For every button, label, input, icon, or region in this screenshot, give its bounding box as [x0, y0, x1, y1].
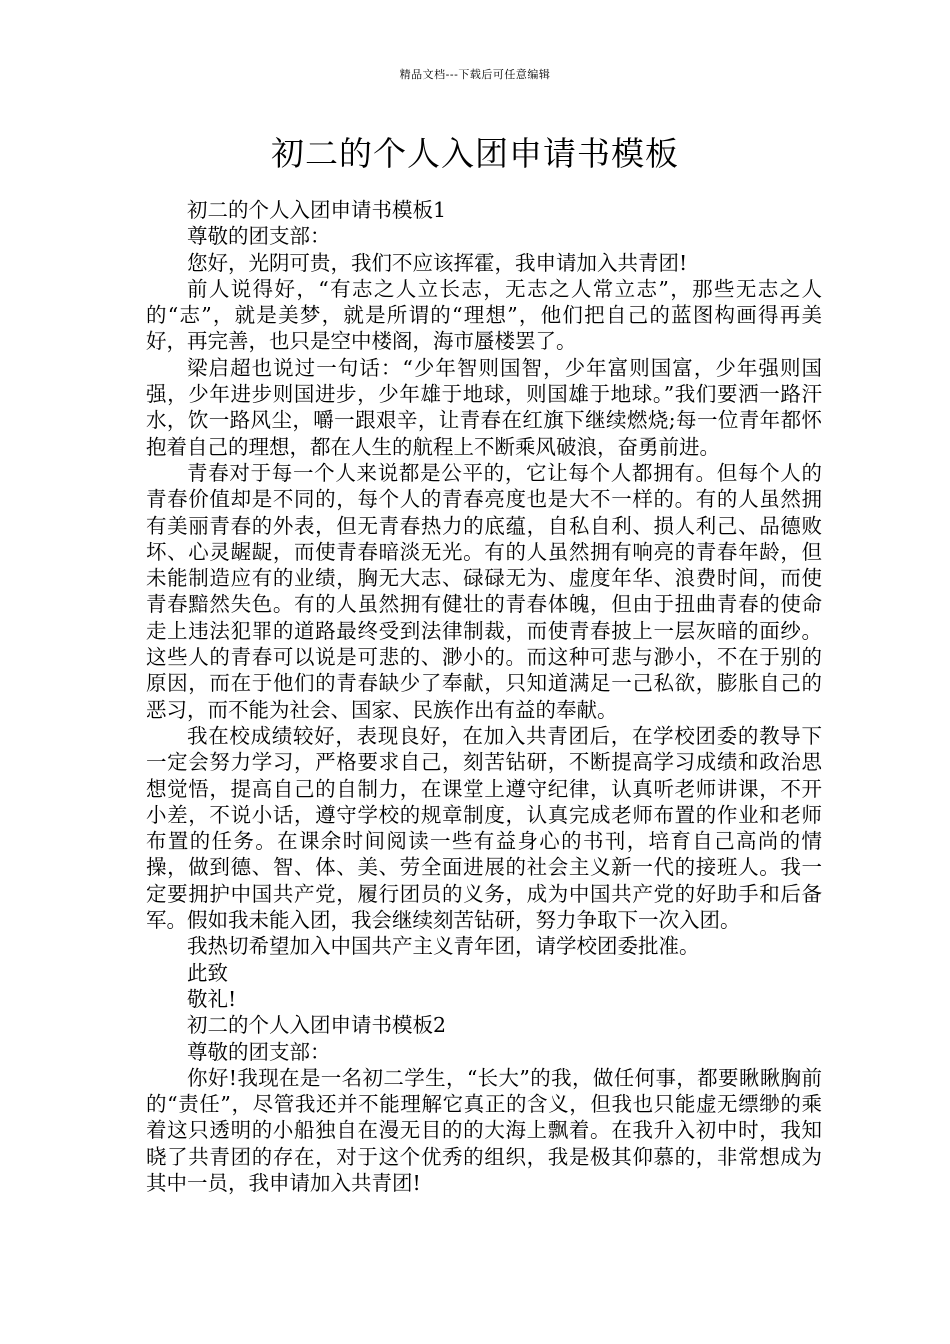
- document-title: 初二的个人入团申请书模板: [271, 134, 679, 173]
- paragraph: 我热切希望加入中国共产主义青年团，请学校团委批准。: [187, 934, 700, 959]
- paragraph: 您好，光阴可贵，我们不应该挥霍，我申请加入共青团!: [187, 250, 688, 275]
- closing-line: 敬礼!: [187, 986, 237, 1011]
- salutation: 尊敬的团支部：: [187, 1039, 331, 1064]
- closing-line: 此致: [187, 960, 228, 985]
- section-heading-1: 初二的个人入团申请书模板1: [187, 198, 447, 222]
- salutation: 尊敬的团支部：: [187, 224, 331, 249]
- section-heading-2: 初二的个人入团申请书模板2: [187, 1013, 447, 1038]
- document-body: [146, 197, 822, 1196]
- paragraph: 我在校成绩较好，表现良好，在加入共青团后，在学校团委的教导下一定会努力学习，严格要求自己，刻苦钻研，不断提高学习成绩和政治思想觉悟，提高自己的自制力，在课堂上遵守纪律，认真听老师讲课，不开小差，不说小话，遵守学校的规章制度，认真完成老师布置的作业和老师布置的任务。在课余时间阅读一些有益身心的书刊，培育自己高尚的情操，做到德、智、体、美、劳全面进展的社会主义新一代的接班人。我一定要拥护中国共产党，履行团员的义务，成为中国共产党的好助手和后备军。假如我未能入团，我会继续刻苦钻研，努力争取下一次入团。: [146, 723, 822, 933]
- paragraph: 你好!我现在是一名初二学生，“长大”的我，做任何事，都要瞅瞅胸前的“责任”，尽管我还并不能理解它真正的含义，但我也只能虚无缥缈的乘着这只透明的小船独自在漫无目的的大海上飘着。在我升入初中时，我知晓了共青团的存在，对于这个优秀的组织，我是极其仰慕的，非常想成为其中一员，我申请加入共青团!: [146, 1065, 822, 1195]
- paragraph: 梁启超也说过一句话：“少年智则国智，少年富则国富，少年强则国强，少年进步则国进步，少年雄于地球，则国雄于地球。”我们要洒一路汗水，饮一路风尘，嚼一跟艰辛，让青春在红旗下继续燃烧;每一位青年都怀抱着自己的理想，都在人生的航程上不断乘风破浪，奋勇前进。: [146, 355, 822, 459]
- paragraph: 前人说得好，“有志之人立长志，无志之人常立志”，那些无志之人的“志”，就是美梦，就是所谓的“理想”，他们把自己的蓝图构画得再美好，再完善，也只是空中楼阁，海市蜃楼罢了。: [146, 276, 822, 354]
- page-header: 精品文档---下载后可任意编辑: [399, 68, 551, 81]
- paragraph: 青春对于每一个人来说都是公平的，它让每个人都拥有。但每个人的青春价值却是不同的，每个人的青春亮度也是大不一样的。有的人虽然拥有美丽青春的外表，但无青春热力的底蕴，自私自利、损人利己、品德败坏、心灵龌龊，而使青春暗淡无光。有的人虽然拥有响亮的青春年龄，但未能制造应有的业绩，胸无大志、碌碌无为、虚度年华、浪费时间，而使青春黯然失色。有的人虽然拥有健壮的青春体魄，但由于扭曲青春的使命走上违法犯罪的道路最终受到法律制裁，而使青春披上一层灰暗的面纱。这些人的青春可以说是可悲的、渺小的。而这种可悲与渺小，不在于别的原因，而在于他们的青春缺少了奉献，只知道满足一己私欲，膨胀自己的恶习，而不能为社会、国家、民族作出有益的奉献。: [146, 460, 822, 722]
